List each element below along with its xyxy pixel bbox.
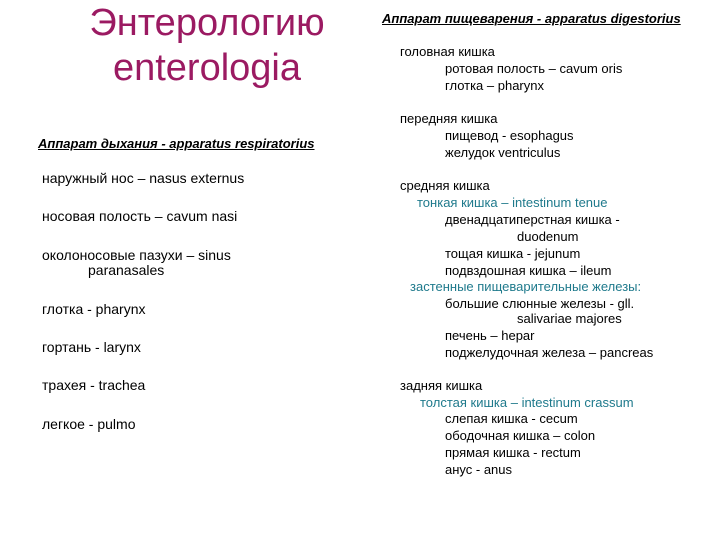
list-item: наружный нос – nasus externus — [42, 170, 245, 186]
list-item: околоносовые пазухи – sinus — [42, 247, 231, 263]
list-item: анус - anus — [445, 462, 513, 477]
subsection-title: застенные пищеварительные железы: — [410, 279, 642, 294]
section-title: задняя кишка — [400, 378, 483, 393]
list-item: paranasales — [88, 262, 165, 278]
section-title: головная кишка — [400, 44, 495, 59]
list-item: salivariae majores — [517, 311, 622, 326]
list-item: поджелудочная железа – pancreas — [445, 345, 654, 360]
list-item: носовая полость – cavum nasi — [42, 208, 238, 224]
list-item: прямая кишка - rectum — [445, 445, 581, 460]
list-item: желудок ventriculus — [445, 145, 561, 160]
list-item: гортань - larynx — [42, 339, 141, 355]
subsection-title: тонкая кишка – intestinum tenue — [417, 195, 608, 210]
list-item: пищевод - esophagus — [445, 128, 574, 143]
list-item: подвздошная кишка – ileum — [445, 263, 612, 278]
list-item: тощая кишка - jejunum — [445, 246, 581, 261]
list-item: ротовая полость – cavum oris — [445, 61, 623, 76]
list-item: глотка - pharynx — [42, 301, 146, 317]
list-item: печень – hepar — [445, 328, 535, 343]
list-item: двенадцатиперстная кишка - — [445, 212, 620, 227]
list-item: глотка – pharynx — [445, 78, 544, 93]
subsection-title: толстая кишка – intestinum crassum — [420, 395, 634, 410]
page-title-latin: enterologia — [112, 47, 302, 89]
section-title: передняя кишка — [400, 111, 498, 126]
list-item: слепая кишка - cecum — [445, 411, 578, 426]
list-item: трахея - trachea — [42, 377, 146, 393]
list-item: ободочная кишка – colon — [445, 428, 596, 443]
respiratory-header: Аппарат дыхания - apparatus respiratorius — [38, 136, 315, 151]
list-item: легкое - pulmo — [42, 416, 136, 432]
page-title-ru: Энтерологию — [89, 2, 325, 44]
section-title: средняя кишка — [400, 178, 490, 193]
list-item: большие слюнные железы - gll. — [445, 296, 635, 311]
list-item: duodenum — [517, 229, 579, 244]
digestive-header: Аппарат пищеварения - apparatus digestorius — [382, 11, 681, 26]
